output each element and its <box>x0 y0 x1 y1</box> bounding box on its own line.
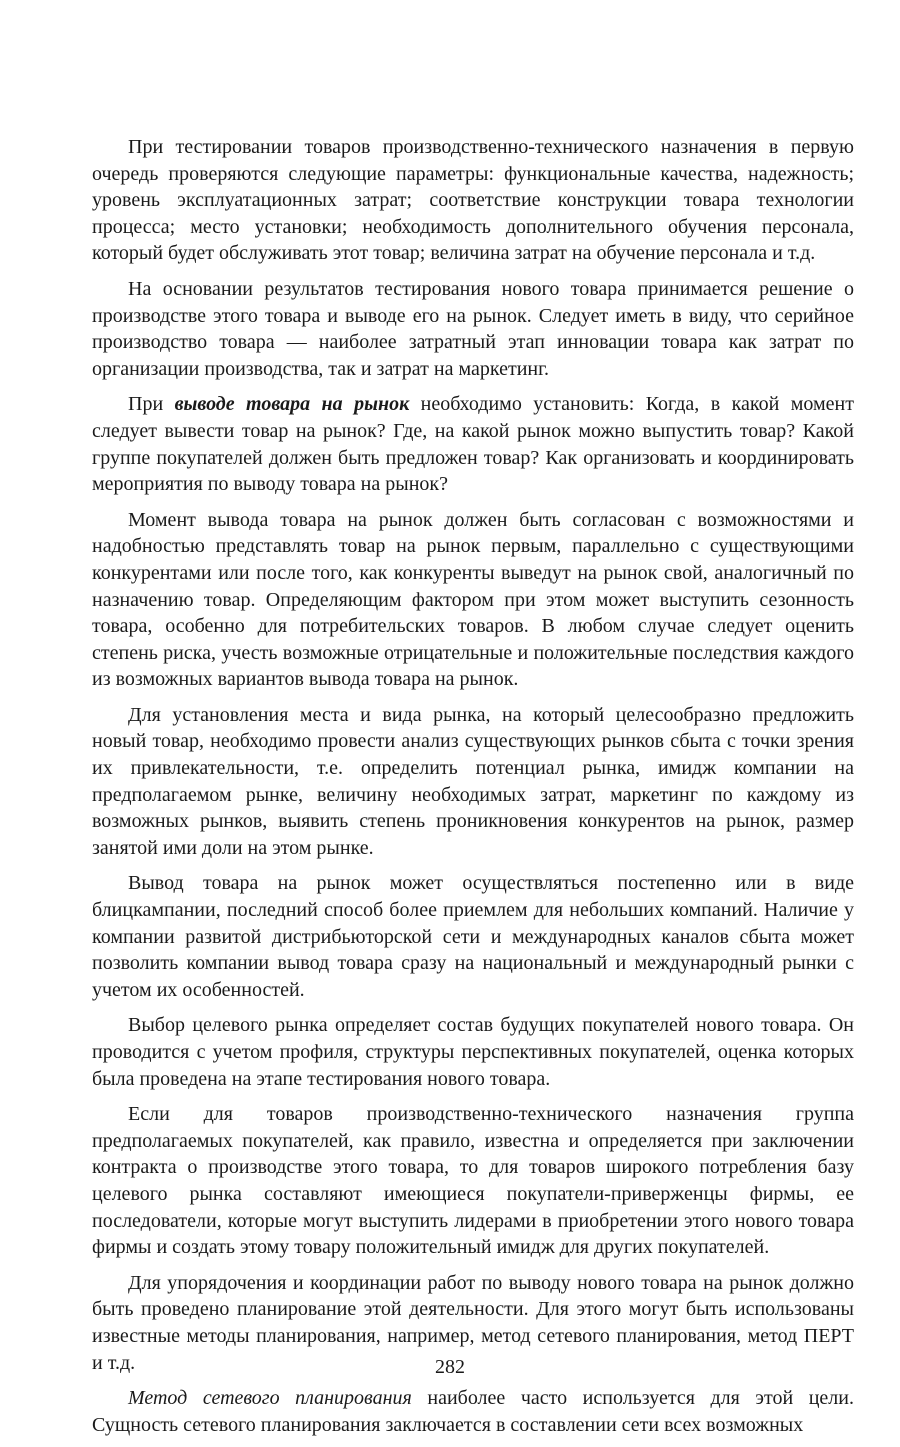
paragraph-network-planning <box>92 1385 854 1438</box>
emphasis-term: Метод сетевого планирования <box>128 1387 412 1410</box>
paragraph-production-decision: На основании результатов тестирования нового товара принимается решение о производстве этого товара и выводе его на рынок. Следует иметь в виду, что серийное производство товара — наиболее затратный этап инновации товара как затрат по организации производства, так и затрат на маркетинг. <box>92 277 854 380</box>
emphasis-term: выводе товара на рынок <box>174 393 410 416</box>
paragraph-market-launch-questions <box>92 391 854 497</box>
paragraph-planning: Для упорядочения и координации работ по выводу нового товара на рынок должно быть проведено планирование этой деятельности. Для этого могут быть использованы известные методы планирования, например, метод сетевого планирования, метод ПЕРТ и т.д. <box>92 1271 854 1374</box>
paragraph-text: необходимо установить: Когда, в какой момент следует вывести товар на рынок? Где, на какой рынок можно выпустить товар? Какой группе покупателей должен быть предложен товар? Как организовать и координировать мероприятия по выводу товара на рынок? <box>92 393 854 496</box>
page-body <box>92 134 854 1447</box>
paragraph-text: наиболее часто используется для этой цели. Сущность сетевого планирования заключается в составлении сети всех возможных <box>92 1387 854 1436</box>
page-number: 282 <box>435 1356 465 1378</box>
paragraph-lead: При <box>128 393 175 416</box>
paragraph-buyer-groups: Если для товаров производственно-технического назначения группа предполагаемых покупателей, как правило, известна и определяется при заключении контракта о производстве этого товара, то для товаров широкого потребления базу целевого рынка составляют имеющиеся покупатели-приверженцы фирмы, ее последователи, которые могут выступить лидерами в приобретении этого нового товара фирмы и создать этому товару положительный имидж для других покупателей. <box>92 1103 854 1259</box>
paragraph-target-market: Выбор целевого рынка определяет состав будущих покупателей нового товара. Он проводится с учетом профиля, структуры перспективных покупателей, оценка которых была проведена на этапе тестирования нового товара. <box>92 1014 854 1090</box>
paragraph-launch-timing: Момент вывода товара на рынок должен быть согласован с возможностями и надобностью представлять товар на рынок первым, параллельно с существующими конкурентами или после того, как конкуренты выведут на рынок свой, аналогичный по назначению товар. Определяющим фактором при этом может выступить сезонность товара, особенно для потребительских товаров. В любом случае следует оценить степень риска, учесть возможные отрицательные и положительные последствия каждого из возможных вариантов вывода товара на рынок. <box>92 508 854 691</box>
paragraph-testing-parameters: При тестировании товаров производственно-технического назначения в первую очередь проверяются следующие параметры: функциональные качества, надежность; уровень эксплуатационных затрат; соответствие конструкции товара технологии процесса; место установки; необходимость дополнительного обучения персонала, который будет обслуживать этот товар; величина затрат на обучение персонала и т.д. <box>92 136 854 265</box>
paragraph-market-selection: Для установления места и вида рынка, на который целесообразно предложить новый товар, необходимо провести анализ существующих рынков сбыта с точки зрения их привлекательности, т.е. определить потенциал рынка, имидж компании на предполагаемом рынке, величину необходимых затрат, маркетинг по каждому из возможных рынков, выявить степень проникновения конкурентов на рынок, размер занятой ими доли на этом рынке. <box>92 703 854 859</box>
paragraph-launch-method: Вывод товара на рынок может осуществляться постепенно или в виде блицкампании, последний способ более приемлем для небольших компаний. Наличие у компании развитой дистрибьюторской сети и международных каналов сбыта может позволить компании вывод товара сразу на национальный и международный рынки с учетом их особенностей. <box>92 872 854 1001</box>
